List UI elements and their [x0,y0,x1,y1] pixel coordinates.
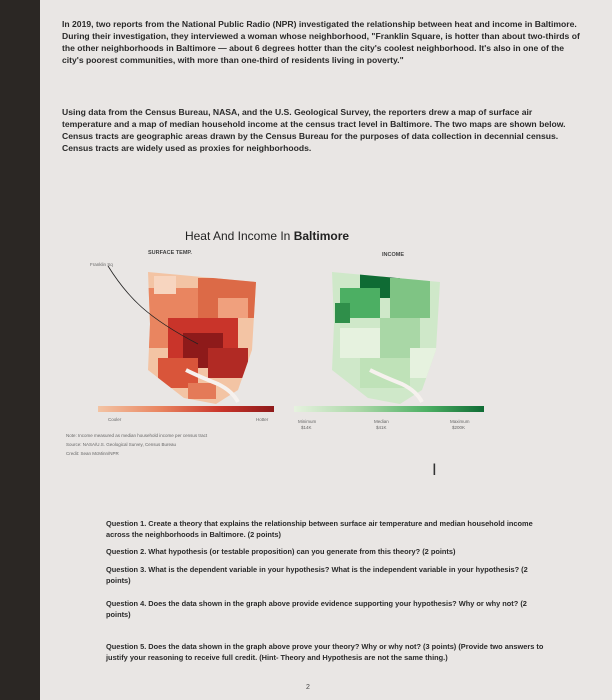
figure-title-prefix: Heat And Income In [184,229,294,243]
legend-cooler: Cooler [108,417,122,422]
legend-hotter: Hotter [256,417,269,422]
income-legend-bar [294,406,484,414]
surface-temp-label: SURFACE TEMP. [148,250,192,256]
text-cursor-icon: I [432,460,437,479]
legend-median-label: Median [374,419,389,424]
franklin-sq-label: Franklin Sq [90,262,113,267]
legend-max-label: Maximum [450,419,470,424]
legend-max-value: $200K [452,425,466,430]
income-label: INCOME [382,252,404,258]
document-page [40,0,612,700]
question-5: Question 5. Does the data shown in the graph above prove your theory? Why or why not? (3 points) (Provide two answers to justify your reasoning to receive full credit. (Hint- Theory and Hypothesis are not the same thing.) [106,642,544,662]
heat-legend-bar [98,406,274,414]
legend-median-value: $41K [376,425,387,430]
figure-title [102,229,432,243]
figure-credit: Credit: Sean McMinn/NPR [66,451,119,456]
intro-paragraph-2: Using data from the Census Bureau, NASA, and the U.S. Geological Survey, the reporters drew a map of surface air temperature and a map of median household income at the census tract level in Baltimore. The two maps are shown below. Census tracts are geographic areas drawn by the Census Bureau for the purposes of data collection in decennial census. Census tracts are widely used as proxies for neighborhoods. [62,107,566,153]
question-2: Question 2. What hypothesis (or testable proposition) can you generate from this theory? (2 points) [106,547,456,556]
legend-min-label: Minimum [298,419,317,424]
figure-title-city: Baltimore [293,229,350,243]
figure-note: Note: Income measured as median household income per census tract [66,433,208,438]
figure-source: Source: NASA/U.S. Geological Survey, Census Bureau [66,442,176,447]
surface-temperature-map [88,258,288,408]
legend-min-value: $14K [301,425,312,430]
heat-income-figure [66,222,522,494]
intro-paragraph-1: In 2019, two reports from the National Public Radio (NPR) investigated the relationship between heat and income in Baltimore. During their investigation, they interviewed a woman whose neighborhood, "Franklin Square, is hotter than about two-thirds of the other neighborhoods in Baltimore — about 6 degrees hotter than the city's coolest neighborhood. It's also in one of the city's poorest communities, with more than one-third of residents living in poverty." [62,19,580,65]
median-income-map [320,258,520,408]
question-3: Question 3. What is the dependent variable in your hypothesis? What is the independent variable in your hypothesis? (2 points) [106,565,528,585]
page-number: 2 [306,684,310,691]
question-4: Question 4. Does the data shown in the graph above provide evidence supporting your hypothesis? Why or why not? (2 points) [106,599,527,619]
question-1: Question 1. Create a theory that explains the relationship between surface air temperature and median household income across the neighborhoods in Baltimore. (2 points) [106,519,533,539]
